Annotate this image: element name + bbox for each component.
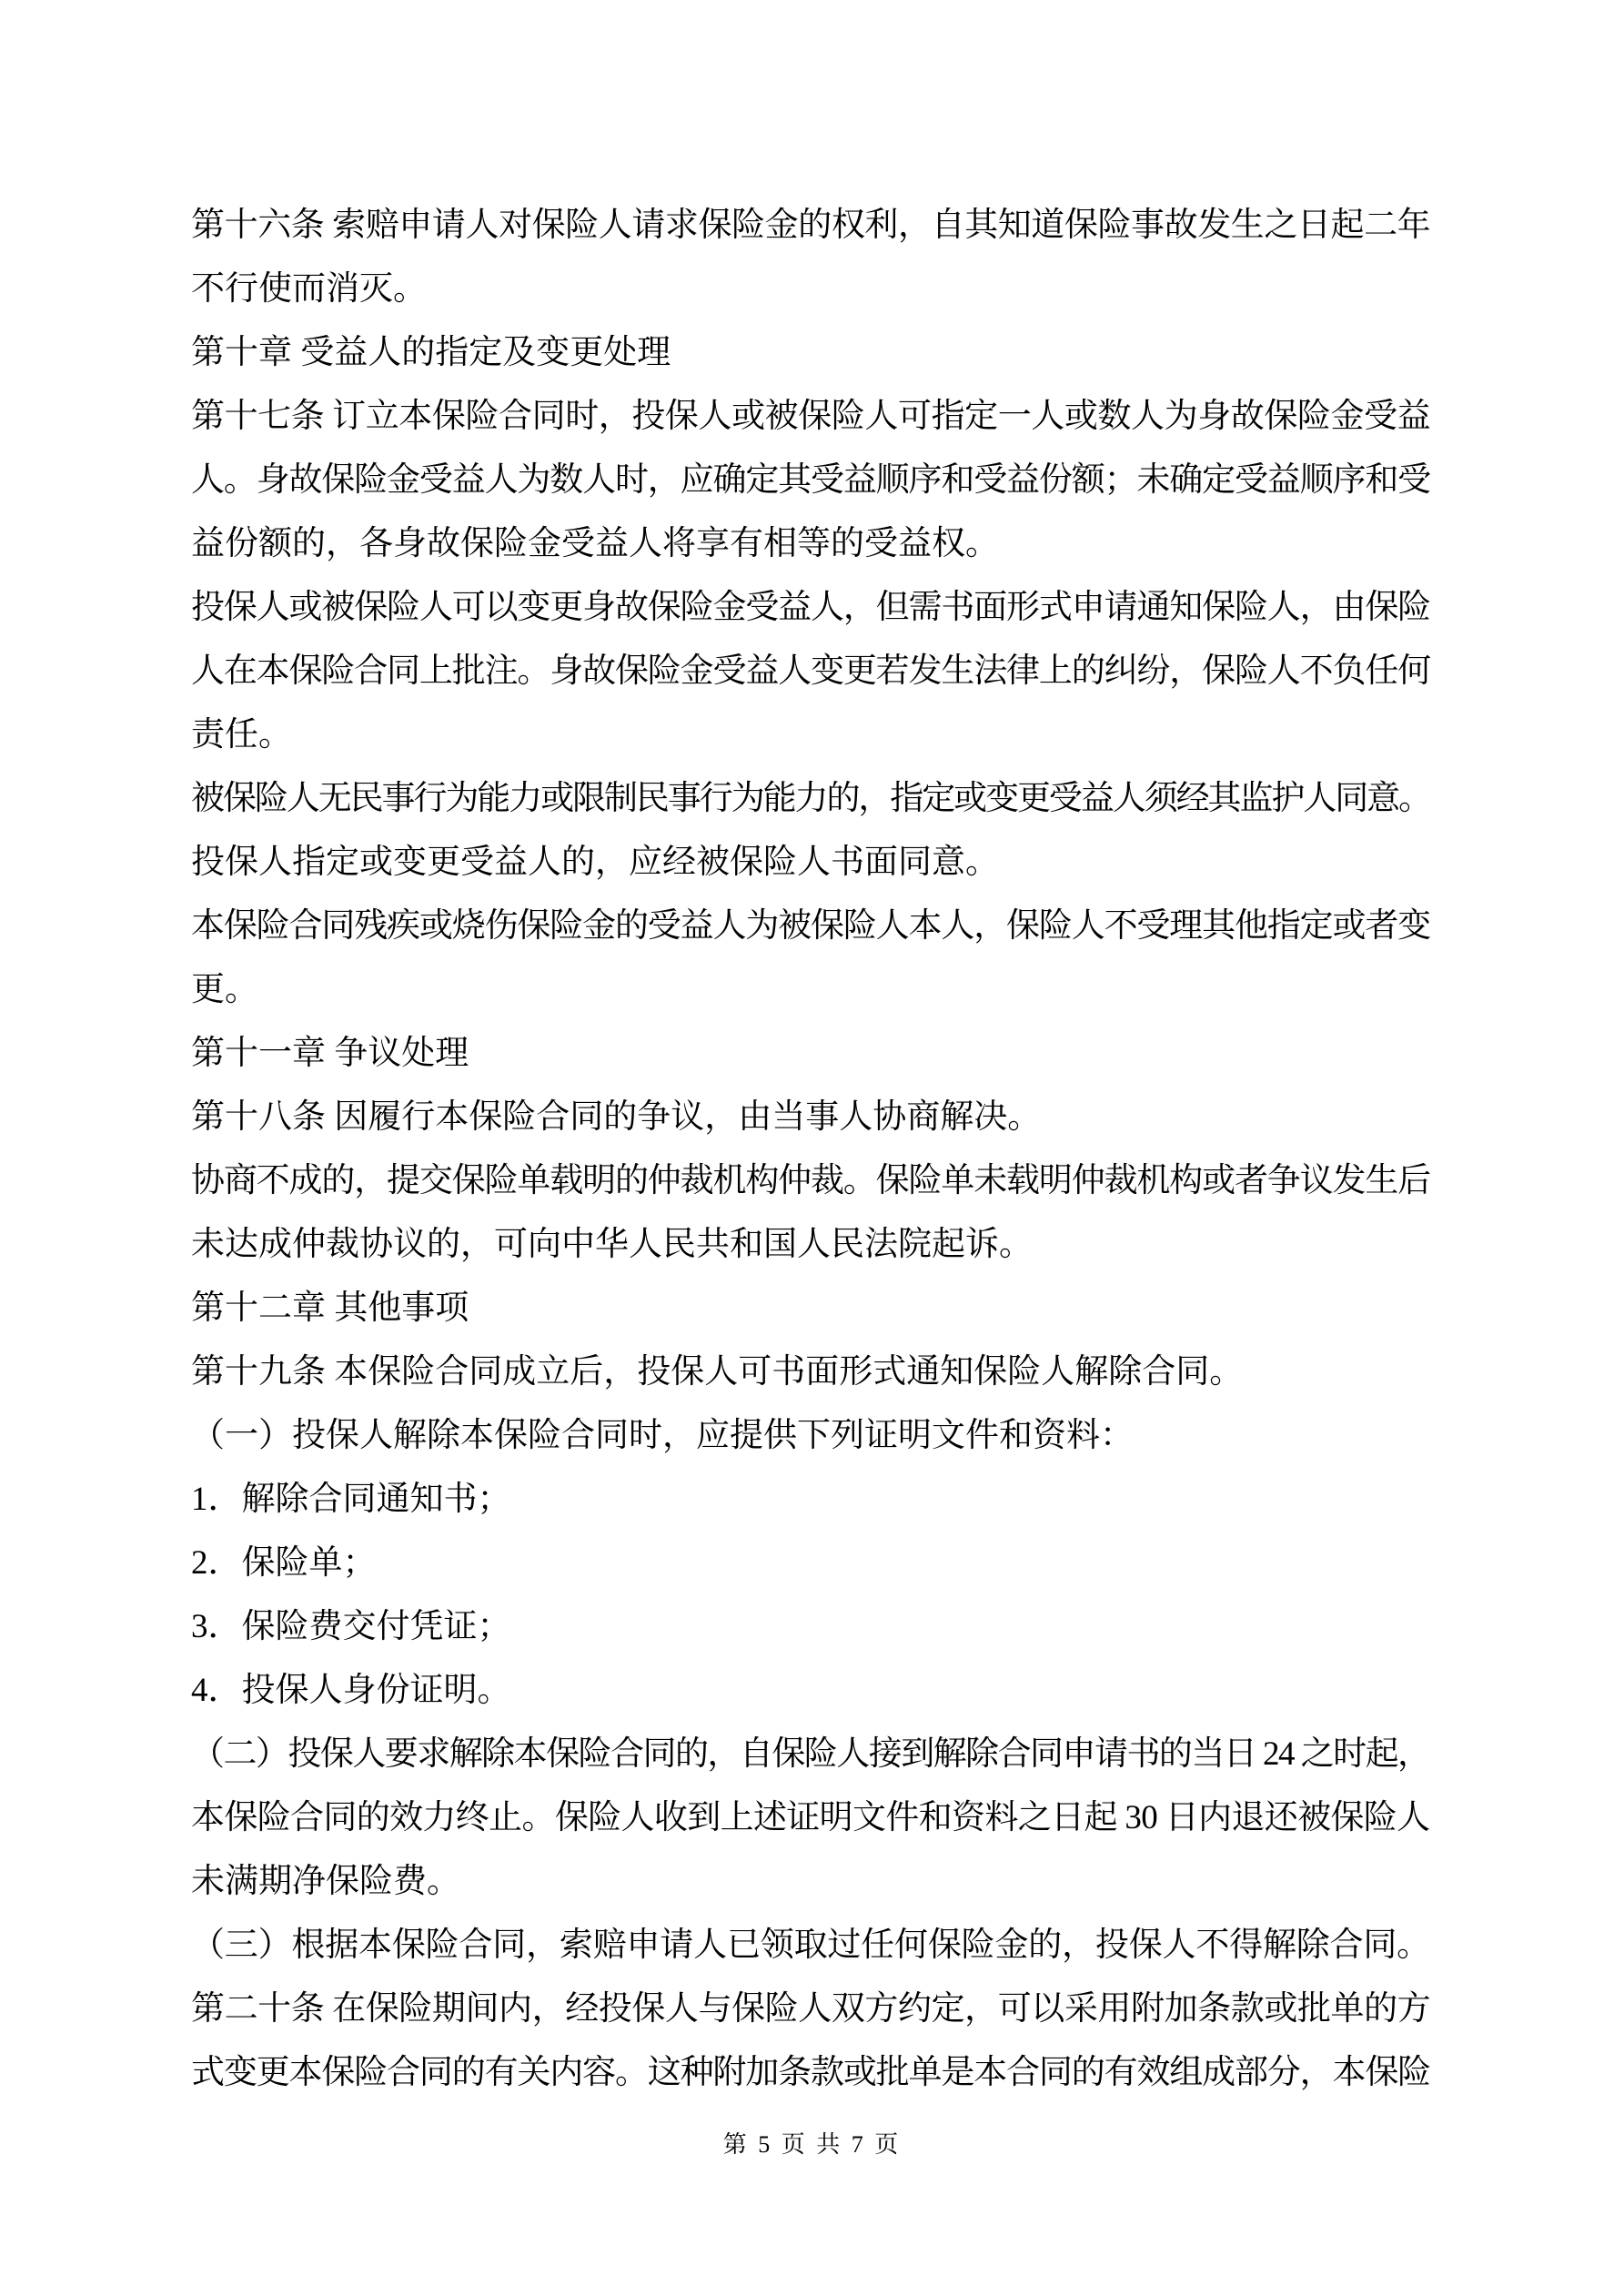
text-line-content: 投保人指定或变更受益人的，应经被保险人书面同意。	[191, 844, 999, 881]
text-line	[191, 640, 1430, 703]
text-line	[191, 258, 1430, 321]
text-line-content: 被保险人无民事行为能力或限制民事行为能力的，指定或变更受益人须经其监护人同意。	[191, 780, 1430, 817]
text-line-content: 第十二章 其他事项	[191, 1290, 469, 1327]
text-line-content: （二）投保人要求解除本保险合同的，自保险人接到解除合同申请书的当日 24 之时起，	[191, 1735, 1430, 1773]
text-line	[191, 1850, 1430, 1914]
text-line-content: （一）投保人解除本保险合同时，应提供下列证明文件和资料：	[191, 1417, 1134, 1454]
text-line	[191, 1404, 1430, 1468]
text-line-content: 益份额的，各身故保险金受益人将享有相等的受益权。	[191, 525, 999, 562]
text-line	[191, 1914, 1430, 1977]
text-line	[191, 321, 1430, 385]
text-line-content: 式变更本保险合同的有关内容。这种附加条款或批单是本合同的有效组成部分，本保险	[191, 2054, 1430, 2091]
text-line	[191, 767, 1430, 831]
contract-body	[191, 194, 1430, 2105]
text-line-content: 协商不成的，提交保险单载明的仲裁机构仲裁。保险单未载明仲裁机构或者争议发生后	[191, 1162, 1430, 1199]
text-line-content: 人在本保险合同上批注。身故保险金受益人变更若发生法律上的纠纷，保险人不负任何	[191, 652, 1430, 690]
text-line	[191, 1595, 1430, 1659]
text-line-content: 2．保险单；	[191, 1544, 377, 1582]
text-line	[191, 512, 1430, 576]
text-line-content: 第十七条 订立本保险合同时，投保人或被保险人可指定一人或数人为身故保险金受益	[191, 398, 1431, 435]
text-line	[191, 449, 1430, 512]
text-line-content: 1．解除合同通知书；	[191, 1481, 511, 1518]
text-line-content: 第十六条 索赔申请人对保险人请求保险金的权利，自其知道保险事故发生之日起二年	[191, 207, 1431, 244]
text-line	[191, 1022, 1430, 1086]
text-line	[191, 1277, 1430, 1340]
page-footer	[0, 2129, 1624, 2161]
page-number: 第 5 页 共 7 页	[722, 2131, 902, 2158]
text-line	[191, 385, 1430, 449]
text-line-content: 未满期净保险费。	[191, 1863, 460, 1900]
text-line	[191, 1213, 1430, 1277]
text-line-content: 未达成仲裁协议的，可向中华人民共和国人民法院起诉。	[191, 1226, 1033, 1263]
text-line	[191, 1977, 1430, 2041]
text-line-content: 不行使而消灭。	[191, 270, 427, 308]
text-line-content: 本保险合同残疾或烧伤保险金的受益人为被保险人本人，保险人不受理其他指定或者变	[191, 907, 1430, 945]
text-line	[191, 1659, 1430, 1723]
text-line-content: 责任。	[191, 716, 292, 754]
text-line-content: 第十章 受益人的指定及变更处理	[191, 334, 671, 371]
text-line	[191, 1340, 1430, 1404]
text-line-content: 第二十条 在保险期间内，经投保人与保险人双方约定，可以采用附加条款或批单的方	[191, 1990, 1431, 2028]
text-line-content: 第十一章 争议处理	[191, 1035, 469, 1072]
text-line-content: 人。身故保险金受益人为数人时，应确定其受益顺序和受益份额；未确定受益顺序和受	[191, 461, 1430, 499]
text-line	[191, 703, 1430, 767]
text-line	[191, 1723, 1430, 1786]
text-line	[191, 194, 1430, 258]
text-line-content: 第十八条 因履行本保险合同的争议，由当事人协商解决。	[191, 1098, 1042, 1136]
text-line	[191, 1786, 1430, 1850]
text-line	[191, 1149, 1430, 1213]
text-line-content: 4．投保人身份证明。	[191, 1672, 511, 1709]
text-line	[191, 2041, 1430, 2105]
text-line-content: 更。	[191, 971, 258, 1008]
text-line-content: 本保险合同的效力终止。保险人收到上述证明文件和资料之日起 30 日内退还被保险人	[191, 1799, 1430, 1836]
text-line	[191, 576, 1430, 640]
text-line	[191, 1532, 1430, 1595]
text-line-content: 第十九条 本保险合同成立后，投保人可书面形式通知保险人解除合同。	[191, 1353, 1244, 1391]
text-line	[191, 831, 1430, 895]
text-line	[191, 1468, 1430, 1532]
text-line-content: 投保人或被保险人可以变更身故保险金受益人，但需书面形式申请通知保险人，由保险	[191, 589, 1430, 626]
text-line	[191, 895, 1430, 958]
text-line	[191, 958, 1430, 1022]
text-line-content: （三）根据本保险合同，索赔申请人已领取过任何保险金的，投保人不得解除合同。	[191, 1927, 1430, 1964]
text-line-content: 3．保险费交付凭证；	[191, 1608, 511, 1645]
text-line	[191, 1086, 1430, 1149]
